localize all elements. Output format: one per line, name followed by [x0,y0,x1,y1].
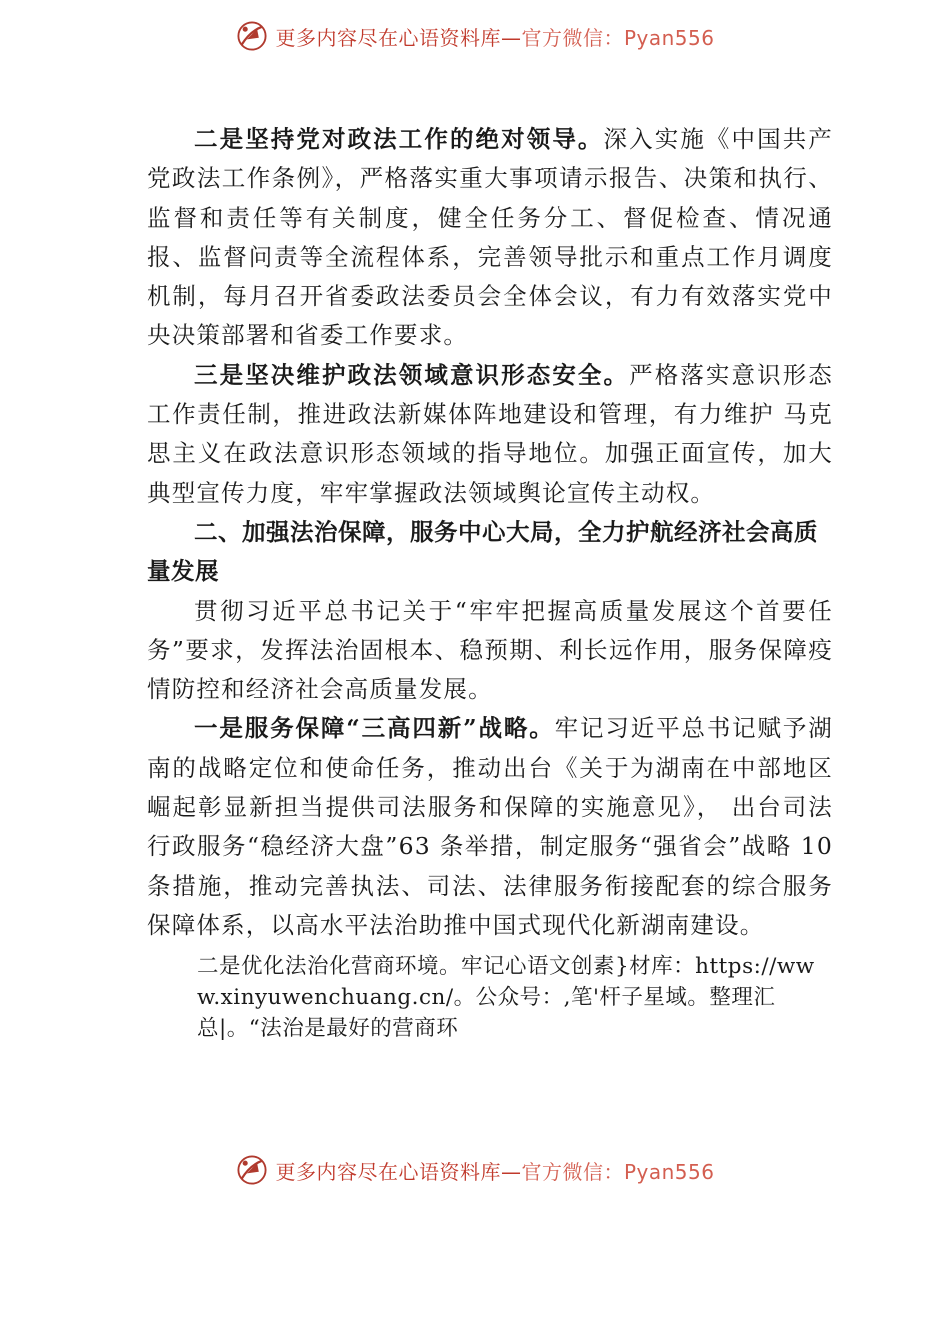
paragraph-text: 严格落实意识形态工作责任制，推进政法新媒体阵地建设和管理，有力维护 马克思主义在政法意识形态领域的指导地位。加强正面宣传，加大典型宣传力度，牢牢掌握政法领域舆论宣传主动权。 [147,360,833,507]
paragraph-leadership [147,120,833,356]
banner-library-text: 更多内容尽在心语资料库— [275,1159,522,1184]
paragraph-strategy [147,709,833,945]
paragraph-implement [147,592,833,710]
paragraph-text: 牢记习近平总书记赋予湖南的战略定位和使命任务，推动出台《关于为湖南在中部地区崛起彰显新担当提供司法服务和保障的实施意见》， 出台司法行政服务“稳经济大盘”63 条举措，制定服务“强省会”战略 10 条措施，推动完善执法、司法、法律服务衔接配套的综合服务保障体系，以高水平法治助推中国式现代化新湖南建设。 [147,714,833,939]
paragraph-lead: 二是坚持党对政法工作的绝对领导。 [194,125,604,153]
paragraph-business-environment: 二是优化法治化营商环境。牢记心语文创素}材库：https://www.xinyuwenchuang.cn/。公众号：,笔'杆子星域。整理汇总|。“法治是最好的营商环 [197,954,815,1042]
document-body [147,120,833,1044]
banner-text [275,22,714,51]
paragraph-lead: 三是坚决维护政法领域意识形态安全。 [194,360,630,389]
banner-wechat-text: 官方微信：Pyan556 [521,1159,715,1184]
paragraph-text: 深入实施《中国共产党政法工作条例》，严格落实重大事项请示报告、决策和执行、监督和责任等有关制度，健全任务分工、督促检查、情况通报、监督问责等全流程体系，完善领导批示和重点工作月调度机制，每月召开省委政法委员会全体会议，有力有效落实党中央决策部署和省委工作要求。 [147,125,833,350]
section-heading: 二、加强法治保障，服务中心大局，全力护航经济社会高质量发展 [147,517,818,586]
paragraph-text: 贯彻习近平总书记关于“牢牢把握高质量发展这个首要任务”要求，发挥法治固根本、稳预期、利长远作用，服务保障疫情防控和经济社会高质量发展。 [147,596,833,704]
paragraph-ideology [147,356,833,513]
publisher-logo-icon [235,1153,269,1187]
publisher-logo-icon [235,19,269,53]
banner-wechat-text: 官方微信：Pyan556 [521,25,715,50]
footer-banner [0,1148,950,1192]
paragraph-lead: 一是服务保障“三高四新”战略。 [194,714,555,743]
header-banner [0,14,950,58]
banner-text [275,1156,714,1185]
banner-library-text: 更多内容尽在心语资料库— [275,25,522,50]
